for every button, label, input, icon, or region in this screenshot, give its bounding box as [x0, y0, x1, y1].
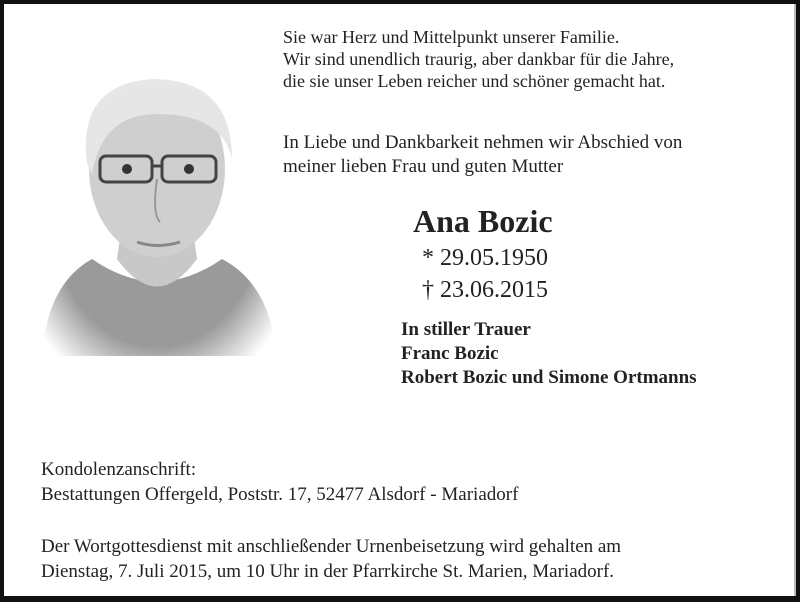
- mourner-line: Franc Bozic: [401, 343, 499, 364]
- mourner-line: In stiller Trauer: [401, 319, 531, 340]
- farewell-line: In Liebe und Dankbarkeit nehmen wir Abschied von: [283, 132, 683, 153]
- condolence-label: Kondolenzanschrift:: [41, 459, 197, 480]
- life-dates: [422, 242, 548, 306]
- intro-line: Wir sind unendlich traurig, aber dankbar für die Jahre,: [283, 49, 675, 69]
- portrait-photo: [32, 44, 282, 356]
- intro-line: Sie war Herz und Mittelpunkt unserer Familie.: [283, 27, 620, 47]
- condolence-address-text: Bestattungen Offergeld, Poststr. 17, 52477 Alsdorf - Mariadorf: [41, 484, 519, 505]
- mourner-line: Robert Bozic und Simone Ortmanns: [401, 367, 697, 388]
- service-info: [41, 534, 621, 584]
- service-line: Der Wortgottesdienst mit anschließender Urnenbeisetzung wird gehalten am: [41, 536, 622, 557]
- intro-text: [283, 26, 674, 92]
- deceased-name: Ana Bozic: [413, 203, 553, 239]
- obituary-notice: [4, 4, 796, 596]
- birth-date: * 29.05.1950: [422, 245, 548, 271]
- farewell-text: [283, 131, 682, 179]
- death-date: † 23.06.2015: [422, 277, 548, 303]
- service-line: Dienstag, 7. Juli 2015, um 10 Uhr in der Pfarrkirche St. Marien, Mariadorf.: [41, 561, 615, 582]
- farewell-line: meiner lieben Frau und guten Mutter: [283, 156, 564, 177]
- condolence-address: [41, 457, 518, 507]
- mourners: [401, 318, 697, 390]
- intro-line: die sie unser Leben reicher und schöner gemacht hat.: [283, 71, 666, 91]
